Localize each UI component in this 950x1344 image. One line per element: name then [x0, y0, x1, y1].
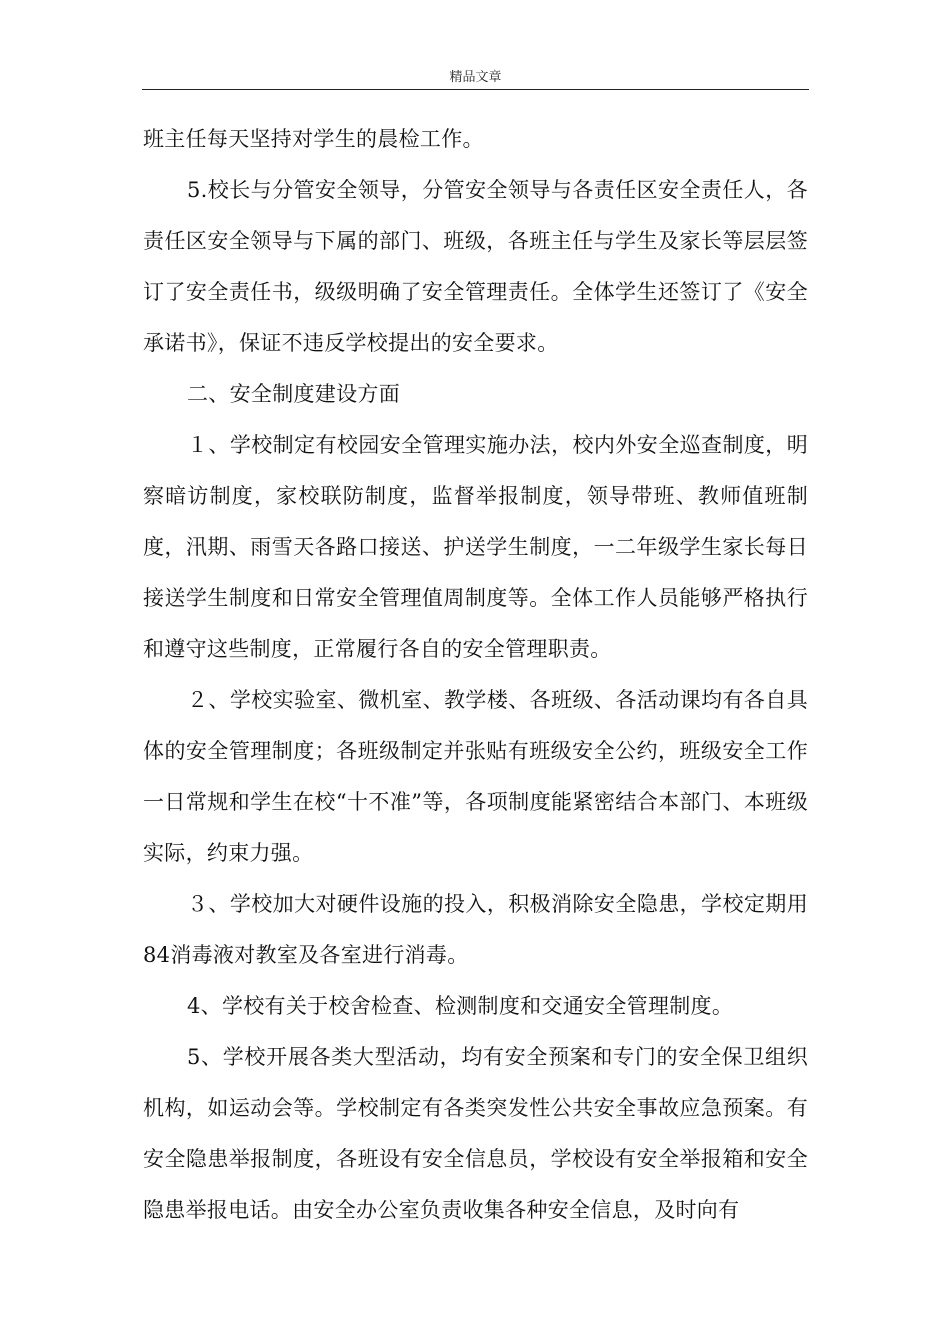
paragraph-6: 4、学校有关于校舍检查、检测制度和交通安全管理制度。 — [187, 994, 734, 1018]
paragraph-7: 5、学校开展各类大型活动，均有安全预案和专门的安全保卫组织机构，如运动会等。学校制定有各类突发性公共安全事故应急预案。有安全隐患举报制度，各班设有安全信息员，学校设有安全举报箱和安全隐患举报电话。由安全办公室负责收集各种安全信息，及时向有 — [143, 1045, 808, 1222]
paragraph-5: ３、学校加大对硬件设施的投入，积极消除安全隐患，学校定期用84消毒液对教室及各室进行消毒。 — [143, 892, 808, 967]
document-body — [143, 114, 808, 1236]
header-divider — [142, 89, 809, 90]
page-header: 精品文章 — [449, 70, 502, 85]
paragraph-3: １、学校制定有校园安全管理实施办法，校内外安全巡查制度，明察暗访制度，家校联防制度，监督举报制度，领导带班、教师值班制度，汛期、雨雪天各路口接送、护送学生制度，一二年级学生家长每日接送学生制度和日常安全管理值周制度等。全体工作人员能够严格执行和遵守这些制度，正常履行各自的安全管理职责。 — [143, 433, 808, 661]
section-heading: 二、安全制度建设方面 — [187, 382, 400, 406]
paragraph-2: 5.校长与分管安全领导，分管安全领导与各责任区安全责任人，各责任区安全领导与下属的部门、班级，各班主任与学生及家长等层层签订了安全责任书，级级明确了安全管理责任。全体学生还签订了《安全承诺书》，保证不违反学校提出的安全要求。 — [143, 178, 808, 355]
paragraph-1: 班主任每天坚持对学生的晨检工作。 — [143, 127, 484, 151]
paragraph-4: ２、学校实验室、微机室、教学楼、各班级、各活动课均有各自具体的安全管理制度；各班级制定并张贴有班级安全公约，班级安全工作一日常规和学生在校“十不准”等，各项制度能紧密结合本部门、本班级实际，约束力强。 — [143, 688, 808, 865]
